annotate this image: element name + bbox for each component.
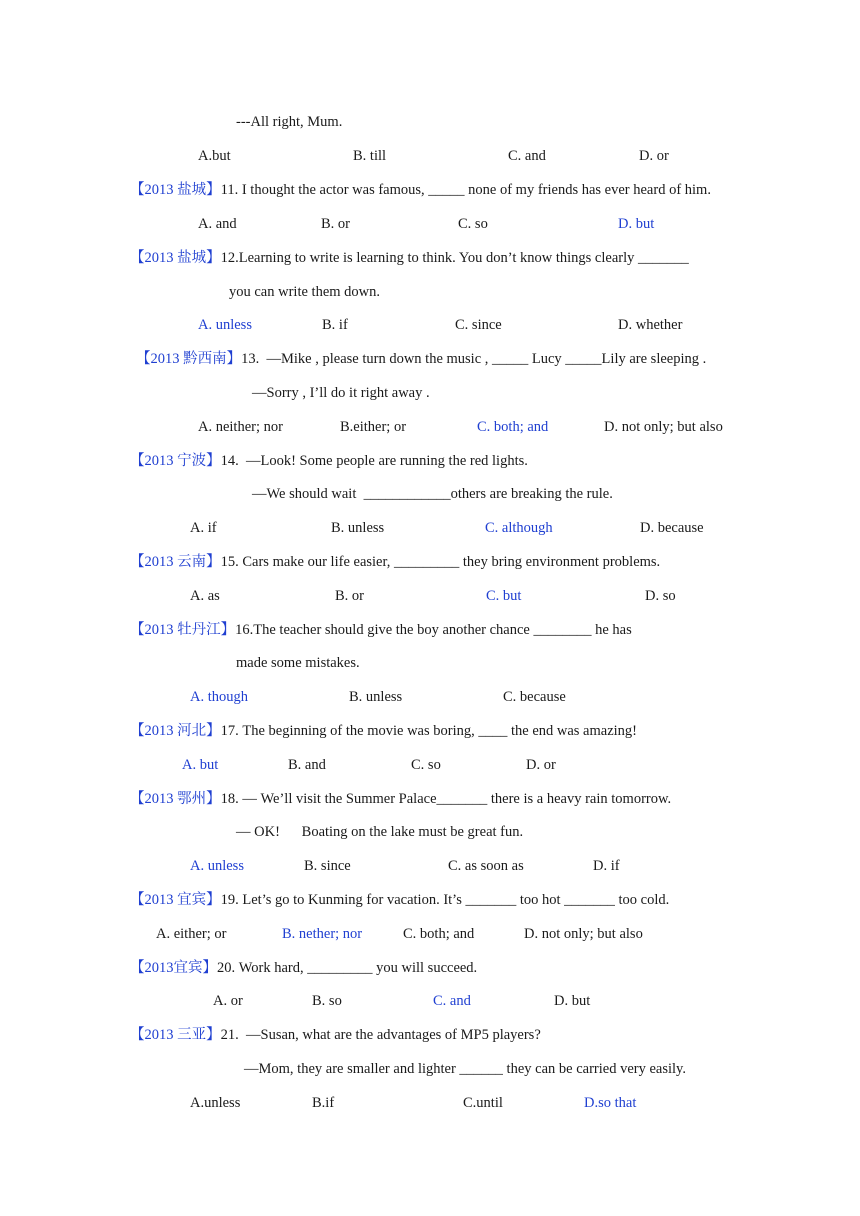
q15-question [130, 553, 660, 571]
q19-option-b-answer: B. nether; nor [282, 926, 363, 942]
q16-source-tag: 【2013 牡丹江】 [130, 622, 236, 638]
q21-stem: 21. —Susan, what are the advantages of MP5 players? [220, 1027, 541, 1043]
q19-question [130, 891, 669, 909]
q16-option-c: C. because [503, 689, 566, 705]
q21-option-d-answer: D.so that [584, 1095, 637, 1111]
q12-option-c: C. since [455, 317, 502, 333]
q20-option-d: D. but [554, 993, 591, 1009]
q12-stem-continued: you can write them down. [229, 284, 381, 300]
q14-option-c-answer: C. although [485, 520, 553, 536]
q13-source-tag: 【2013 黔西南】 [136, 351, 242, 367]
q11-source-tag: 【2013 盐城】 [130, 182, 221, 198]
q18-option-b: B. since [304, 858, 351, 874]
q21-source-tag: 【2013 三亚】 [130, 1027, 221, 1043]
q19-source-tag: 【2013 宜宾】 [130, 892, 221, 908]
q20-option-b: B. so [312, 993, 342, 1009]
q20-source-tag: 【2013宜宾】 [130, 960, 217, 976]
q11-option-d-answer: D. but [618, 216, 655, 232]
q16-stem-continued: made some mistakes. [236, 655, 360, 671]
q19-option-d: D. not only; but also [524, 926, 643, 942]
q18-reply: — OK! Boating on the lake must be great fun. [236, 824, 524, 840]
q14-option-d: D. because [640, 520, 704, 536]
q12-option-d: D. whether [618, 317, 683, 333]
q13-option-d: D. not only; but also [604, 419, 723, 435]
q13-stem: 13. —Mike , please turn down the music , _____ Lucy _____Lily are sleeping . [241, 351, 707, 367]
q14-reply: —We should wait ____________others are breaking the rule. [252, 486, 613, 502]
q17-option-d: D. or [526, 757, 556, 773]
q17-option-a-answer: A. but [182, 757, 219, 773]
q12-question [130, 249, 689, 267]
q11-option-c: C. so [458, 216, 488, 232]
q16-option-b: B. unless [349, 689, 403, 705]
q18-option-d: D. if [593, 858, 620, 874]
q18-option-a-answer: A. unless [190, 858, 244, 874]
q21-option-c: C.until [463, 1095, 503, 1111]
q15-source-tag: 【2013 云南】 [130, 554, 221, 570]
q10-option-b: B. till [353, 148, 387, 164]
q16-option-a-answer: A. though [190, 689, 248, 705]
q14-option-b: B. unless [331, 520, 385, 536]
q13-reply: —Sorry , I’ll do it right away . [252, 385, 430, 401]
q19-stem: 19. Let’s go to Kunming for vacation. It’s _______ too hot _______ too cold. [220, 892, 670, 908]
q20-option-a: A. or [213, 993, 243, 1009]
q13-option-b: B.either; or [340, 419, 407, 435]
q18-option-c: C. as soon as [448, 858, 524, 874]
q13-option-c-answer: C. both; and [477, 419, 549, 435]
q18-source-tag: 【2013 鄂州】 [130, 791, 221, 807]
q12-option-b: B. if [322, 317, 348, 333]
q10-option-a: A.but [198, 148, 231, 164]
q12-option-a-answer: A. unless [198, 317, 252, 333]
q13-question [136, 350, 706, 368]
q15-option-d: D. so [645, 588, 676, 604]
q10-reply: ---All right, Mum. [236, 114, 343, 130]
q20-stem: 20. Work hard, _________ you will succeed. [217, 960, 478, 976]
q19-option-c: C. both; and [403, 926, 475, 942]
q21-reply: —Mom, they are smaller and lighter ______ they can be carried very easily. [244, 1061, 686, 1077]
q14-stem: 14. —Look! Some people are running the red lights. [220, 453, 528, 469]
q15-option-a: A. as [190, 588, 220, 604]
q17-source-tag: 【2013 河北】 [130, 723, 221, 739]
q17-option-b: B. and [288, 757, 326, 773]
q17-stem: 17. The beginning of the movie was boring, ____ the end was amazing! [220, 723, 637, 739]
q14-source-tag: 【2013 宁波】 [130, 453, 221, 469]
q17-question [130, 722, 637, 740]
q11-stem: 11. I thought the actor was famous, _____ none of my friends has ever heard of him. [220, 182, 711, 198]
q11-option-b: B. or [321, 216, 350, 232]
q12-stem: 12.Learning to write is learning to think. You don’t know things clearly _______ [220, 250, 689, 266]
q15-option-b: B. or [335, 588, 364, 604]
q15-stem: 15. Cars make our life easier, _________ they bring environment problems. [220, 554, 661, 570]
q21-option-a: A.unless [190, 1095, 241, 1111]
q10-option-c: C. and [508, 148, 546, 164]
q21-question [130, 1026, 541, 1044]
q21-option-b: B.if [312, 1095, 335, 1111]
q18-stem: 18. — We’ll visit the Summer Palace_______ there is a heavy rain tomorrow. [220, 791, 672, 807]
q16-question [130, 621, 632, 639]
q10-option-d: D. or [639, 148, 669, 164]
q12-source-tag: 【2013 盐城】 [130, 250, 221, 266]
q13-option-a: A. neither; nor [198, 419, 283, 435]
q17-option-c: C. so [411, 757, 441, 773]
q11-question [130, 181, 711, 199]
q14-option-a: A. if [190, 520, 217, 536]
q11-option-a: A. and [198, 216, 237, 232]
q19-option-a: A. either; or [156, 926, 227, 942]
q15-option-c-answer: C. but [486, 588, 522, 604]
q20-option-c-answer: C. and [433, 993, 471, 1009]
q14-question [130, 452, 528, 470]
q18-question [130, 790, 671, 808]
q16-stem: 16.The teacher should give the boy another chance ________ he has [235, 622, 632, 638]
q20-question [130, 959, 477, 977]
